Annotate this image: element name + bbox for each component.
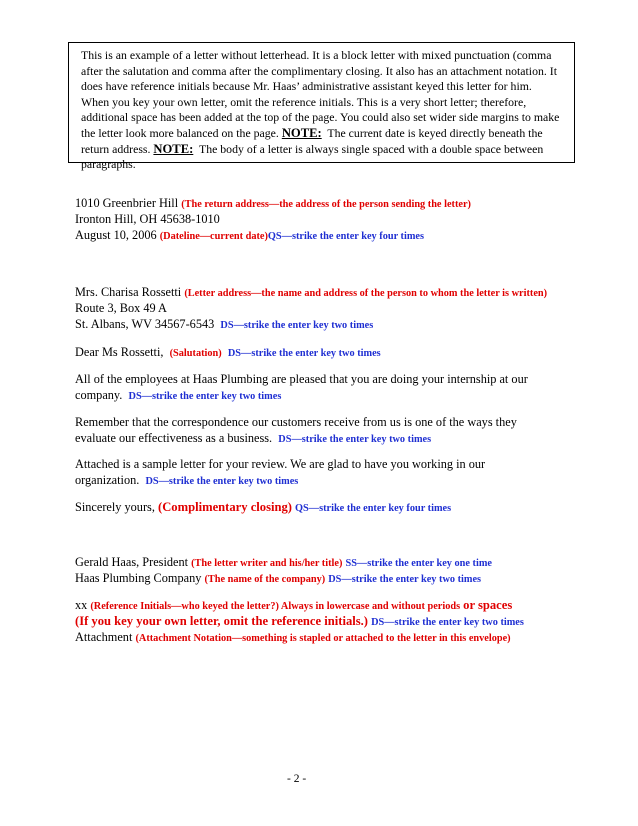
note-label: NOTE: — [281, 125, 322, 140]
company-spacing: DS—strike the enter key two times — [328, 574, 482, 585]
note-label: NOTE: — [153, 141, 194, 156]
note-line: does have reference initials because Mr. Haas’ administrative assistant keyed this letter for him. — [81, 79, 532, 94]
company-line: Haas Plumbing Company (The name of the company) DS—strike the enter key two times — [75, 571, 482, 585]
return-address-annotation: (The return address—the address of the person sending the letter) — [181, 199, 471, 210]
attachment-annotation: (Attachment Notation—something is stapled or attached to the letter in this envelope) — [135, 633, 511, 644]
note-line: paragraphs. — [81, 157, 136, 172]
initials-spacing: DS—strike the enter key two times — [371, 617, 524, 628]
signer-annotation: (The letter writer and his/her title) — [191, 558, 343, 569]
note-line: additional space has been added at the top of the page. You could also set wider side margins to make — [81, 110, 560, 125]
reference-initials-omit-line — [75, 614, 524, 629]
dateline-annotation: (Dateline—current date) — [159, 231, 268, 242]
initials-annotation-emphasis: or spaces — [463, 598, 513, 612]
dateline: August 10, 2006 (Dateline—current date)QS—strike the enter key four times — [75, 228, 424, 242]
inside-address-spacing: DS—strike the enter key two times — [220, 320, 374, 331]
signer-spacing: SS—strike the enter key one time — [345, 558, 492, 569]
return-address-line-1: 1010 Greenbrier Hill (The return address—the address of the person sending the letter) — [75, 196, 471, 210]
body-paragraph-3-line-1: Attached is a sample letter for your review. We are glad to have you working in our — [75, 457, 486, 471]
inside-address-city: St. Albans, WV 34567-6543 DS—strike the enter key two times — [75, 317, 374, 331]
return-address-line-2: Ironton Hill, OH 45638-1010 — [75, 212, 220, 226]
salutation-annotation: (Salutation) — [169, 348, 222, 359]
note-line: after the salutation and comma after the complimentary closing. It also has an attachment notation. It — [81, 63, 557, 78]
closing-annotation: (Complimentary closing) — [158, 500, 292, 514]
salutation: Dear Ms Rossetti, (Salutation) DS—strike the enter key two times — [75, 345, 381, 359]
initials-omit-note: (If you key your own letter, omit the reference initials.) — [75, 614, 368, 628]
dateline-spacing: QS—strike the enter key four times — [267, 231, 424, 242]
instruction-note-box — [68, 42, 575, 172]
paragraph-3-spacing: DS—strike the enter key two times — [145, 476, 299, 487]
note-line: This is an example of a letter without letterhead. It is a block letter with mixed punctuation (comma — [81, 48, 552, 62]
body-paragraph-2-line-1: Remember that the correspondence our customers receive from us is one of the ways they — [75, 415, 517, 429]
note-line: return address. NOTE: The body of a letter is always single spaced with a double space between — [81, 141, 544, 156]
closing-spacing: QS—strike the enter key four times — [295, 503, 452, 514]
body-paragraph-2-line-2: evaluate our effectiveness as a business. DS—strike the enter key two times — [75, 431, 432, 445]
paragraph-2-spacing: DS—strike the enter key two times — [278, 434, 432, 445]
inside-address-street: Route 3, Box 49 A — [75, 301, 167, 315]
attachment-line: Attachment (Attachment Notation—something is stapled or attached to the letter in this envelope) — [75, 630, 511, 644]
reference-initials-line: xx (Reference Initials—who keyed the letter?) Always in lowercase and without periods or spaces — [75, 598, 513, 612]
note-line: the letter look more balanced on the page. NOTE: The current date is keyed directly beneath the — [81, 125, 543, 140]
salutation-spacing: DS—strike the enter key two times — [227, 348, 381, 359]
body-paragraph-1-line-1: All of the employees at Haas Plumbing are pleased that you are doing your internship at our — [75, 372, 528, 386]
signer-line: Gerald Haas, President (The letter writer and his/her title) SS—strike the enter key one time — [75, 555, 492, 569]
paragraph-1-spacing: DS—strike the enter key two times — [128, 391, 282, 402]
company-annotation: (The name of the company) — [204, 574, 326, 585]
page-number: - 2 - — [287, 773, 307, 785]
complimentary-closing: Sincerely yours, (Complimentary closing) QS—strike the enter key four times — [75, 500, 452, 514]
inside-address-name: Mrs. Charisa Rossetti (Letter address—the name and address of the person to whom the letter is written) — [75, 285, 548, 299]
body-paragraph-1-line-2: company. DS—strike the enter key two times — [75, 388, 282, 402]
initials-annotation: (Reference Initials—who keyed the letter?) Always in lowercase and without periods — [90, 601, 461, 612]
body-paragraph-3-line-2: organization. DS—strike the enter key two times — [75, 473, 299, 487]
note-line: When you key your own letter, omit the reference initials. This is a very short letter; therefore, — [81, 94, 527, 109]
inside-address-annotation: (Letter address—the name and address of the person to whom the letter is written) — [184, 288, 548, 299]
